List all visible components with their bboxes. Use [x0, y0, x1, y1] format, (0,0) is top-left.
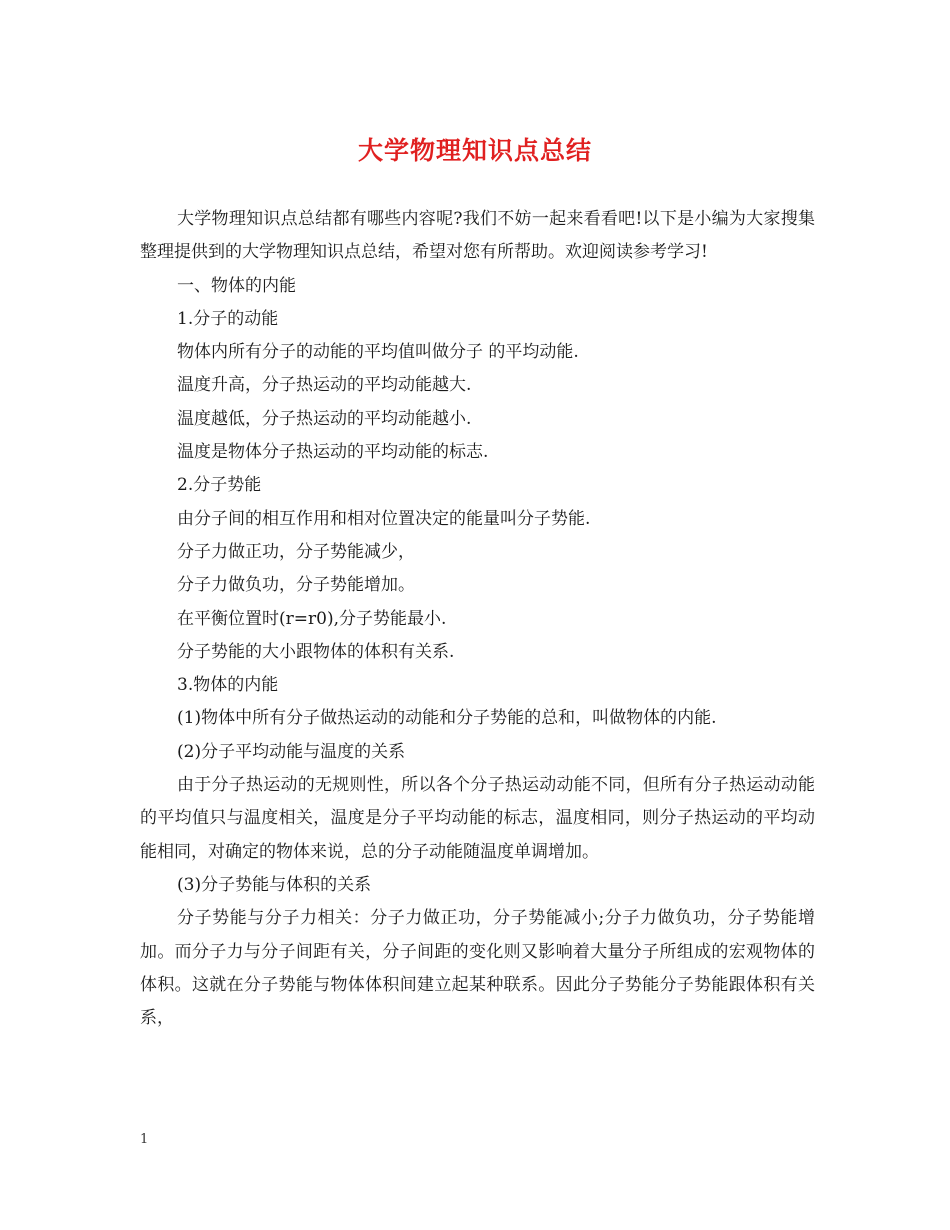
paragraph: 物体内所有分子的动能的平均值叫做分子 的平均动能.	[177, 342, 579, 363]
paragraph-intro: 大学物理知识点总结都有哪些内容呢?我们不妨一起来看看吧!以下是小编为大家搜集整理提供到的大学物理知识点总结，希望对您有所帮助。欢迎阅读参考学习!	[140, 209, 815, 263]
paragraph: 分子力做负功，分子势能增加。	[177, 575, 415, 596]
paragraph: 分子势能与分子力相关：分子力做正功，分子势能减小;分子力做负功，分子势能增加。而分子力与分子间距有关，分子间距的变化则又影响着大量分子所组成的宏观物体的体积。这就在分子势能与物体体积间建立起某种联系。因此分子势能分子势能跟体积有关系，	[140, 908, 815, 1029]
subsection-heading-internal-energy: 3.物体的内能	[177, 675, 279, 696]
document-title: 大学物理知识点总结	[357, 136, 592, 165]
paragraph: 温度是物体分子热运动的平均动能的标志.	[177, 442, 489, 463]
section-heading-internal-energy: 一、物体的内能	[177, 275, 296, 296]
subsection-heading-potential-energy: 2.分子势能	[177, 475, 262, 496]
paragraph: 温度升高，分子热运动的平均动能越大.	[177, 375, 472, 396]
page-number: 1	[140, 1132, 149, 1147]
paragraph: 分子势能的大小跟物体的体积有关系.	[177, 641, 455, 662]
paragraph: 温度越低，分子热运动的平均动能越小.	[177, 408, 472, 429]
subsection-heading-kinetic-energy: 1.分子的动能	[177, 308, 279, 329]
document-body	[140, 203, 815, 1035]
paragraph: 由分子间的相互作用和相对位置决定的能量叫分子势能.	[177, 508, 591, 529]
paragraph: (1)物体中所有分子做热运动的动能和分子势能的总和，叫做物体的内能.	[177, 708, 717, 729]
paragraph: 由于分子热运动的无规则性，所以各个分子热运动动能不同，但所有分子热运动动能的平均值只与温度相关，温度是分子平均动能的标志，温度相同，则分子热运动的平均动能相同，对确定的物体来说，总的分子动能随温度单调增加。	[140, 775, 815, 862]
paragraph: (3)分子势能与体积的关系	[177, 874, 372, 895]
paragraph: (2)分子平均动能与温度的关系	[177, 741, 406, 762]
paragraph: 在平衡位置时(r=r0),分子势能最小.	[177, 608, 447, 629]
paragraph: 分子力做正功，分子势能减少，	[177, 541, 415, 562]
